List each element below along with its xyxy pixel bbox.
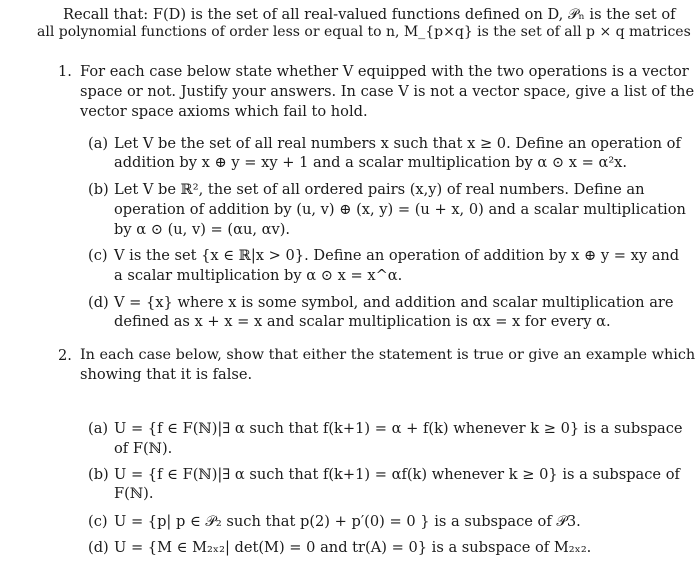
part-label: (c) xyxy=(88,247,108,264)
part-line: U = {M ∈ M₂ₓ₂| det(M) = 0 and tr(A) = 0} is a subspace of M₂ₓ₂. xyxy=(114,539,592,556)
question-1-number: 1. xyxy=(58,63,72,80)
part-line: U = {p| p ∈ 𝒫₂ such that p(2) + p′(0) = 0 } is a subspace of 𝒫3. xyxy=(114,513,581,530)
part-label: (a) xyxy=(88,420,109,437)
part-line: V = {x} where x is some symbol, and addition and scalar multiplication are xyxy=(114,294,674,311)
part-line: Let V be ℝ², the set of all ordered pairs (x,y) of real numbers. Define an xyxy=(114,181,645,198)
intro-line-2: all polynomial functions of order less or equal to n, M_{p×q} is the set of all p × q matrices xyxy=(37,24,691,40)
question-1-line-3: vector space axioms which fail to hold. xyxy=(80,103,368,120)
part-label: (d) xyxy=(88,294,109,311)
part-line: U = {f ∈ F(ℕ)|∃ α such that f(k+1) = α + f(k) whenever k ≥ 0} is a subspace xyxy=(114,420,683,437)
part-label: (d) xyxy=(88,539,109,556)
part-label: (a) xyxy=(88,135,109,152)
part-line: operation of addition by (u, v) ⊕ (x, y) = (u + x, 0) and a scalar multiplication xyxy=(114,201,686,218)
part-label: (b) xyxy=(88,181,109,198)
question-2-number: 2. xyxy=(58,347,72,364)
part-line: addition by x ⊕ y = xy + 1 and a scalar multiplication by α ⊙ x = α²x. xyxy=(114,154,628,171)
question-1-line-1: For each case below state whether V equipped with the two operations is a vector xyxy=(80,63,689,80)
question-2-line-2: showing that it is false. xyxy=(80,366,253,383)
part-line: V is the set {x ∈ ℝ|x > 0}. Define an operation of addition by x ⊕ y = xy and xyxy=(114,247,680,264)
part-label: (b) xyxy=(88,466,109,483)
part-line: F(ℕ). xyxy=(114,485,154,502)
question-2-line-1: In each case below, show that either the statement is true or give an example which xyxy=(80,347,696,363)
part-line: of F(ℕ). xyxy=(114,440,173,457)
part-label: (c) xyxy=(88,513,108,530)
question-1-line-2: space or not. Justify your answers. In case V is not a vector space, give a list of the xyxy=(80,83,695,100)
part-line: Let V be the set of all real numbers x such that x ≥ 0. Define an operation of xyxy=(114,135,681,152)
part-line: a scalar multiplication by α ⊙ x = x^α. xyxy=(114,267,403,284)
intro-line-1: Recall that: F(D) is the set of all real-valued functions defined on D, 𝒫ₙ is the set of xyxy=(63,6,676,23)
part-line: defined as x + x = x and scalar multiplication is αx = x for every α. xyxy=(114,313,611,330)
part-line: by α ⊙ (u, v) = (αu, αv). xyxy=(114,221,291,238)
part-line: U = {f ∈ F(ℕ)|∃ α such that f(k+1) = αf(k) whenever k ≥ 0} is a subspace of xyxy=(114,466,680,483)
